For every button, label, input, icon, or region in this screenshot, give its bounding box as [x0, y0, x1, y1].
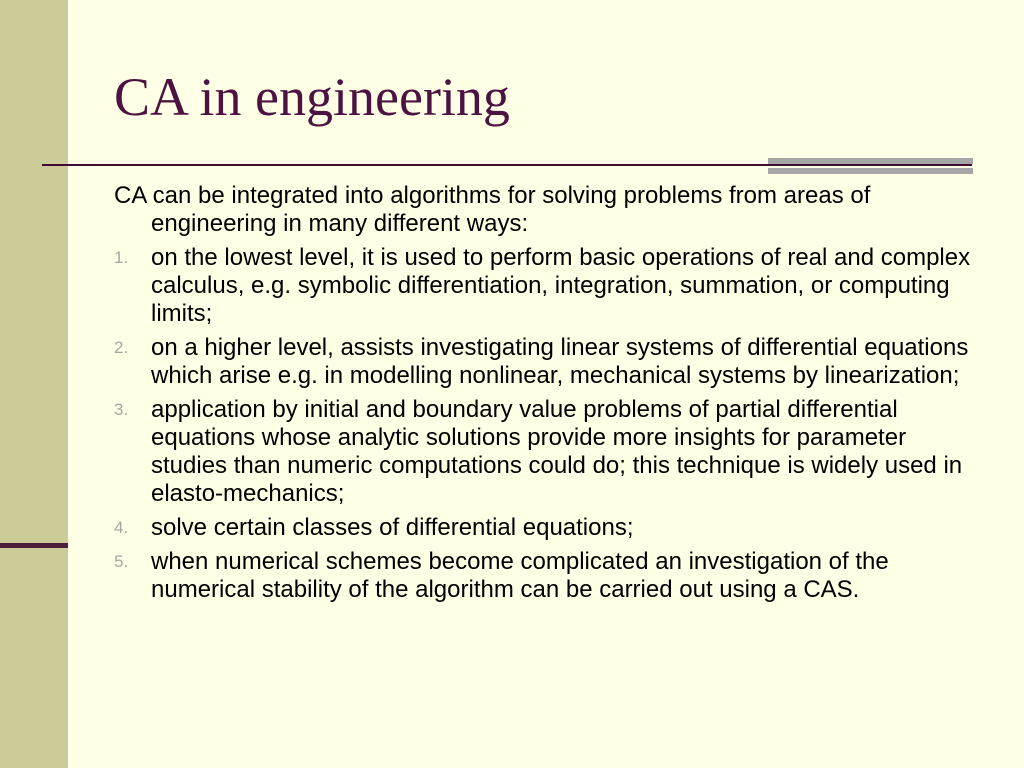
list-item-number: 4. — [114, 518, 129, 537]
title-divider-line — [42, 164, 972, 166]
intro-paragraph: CA can be integrated into algorithms for solving problems from areas of engineering in many different ways: — [114, 182, 871, 237]
list-item — [114, 548, 974, 604]
left-accent-bar — [0, 543, 68, 548]
list-item-number: 1. — [114, 248, 129, 267]
list-item-text: solve certain classes of differential equations; — [151, 514, 634, 541]
slide-title: CA in engineering — [114, 67, 510, 127]
list-item-text: on a higher level, assists investigating linear systems of differential equations which arise e.g. in modelling nonlinear, mechanical systems by linearization; — [151, 334, 969, 389]
list-item — [114, 334, 974, 390]
list-item — [114, 514, 974, 542]
divider-gray-bar-top — [768, 158, 973, 164]
list-item — [114, 396, 974, 508]
list-item-number: 5. — [114, 552, 129, 571]
divider-gray-bar-bottom — [768, 168, 973, 174]
left-decorative-band — [0, 0, 68, 768]
list-item-text: application by initial and boundary value problems of partial differential equations whose analytic solutions provide more insights for parameter studies than numeric computations could do; this technique is widely used in elasto-mechanics; — [151, 396, 963, 507]
list-item-number: 3. — [114, 400, 129, 419]
list-item — [114, 244, 974, 328]
list-item-number: 2. — [114, 338, 129, 357]
slide-body — [114, 182, 974, 610]
list-item-text: when numerical schemes become complicated an investigation of the numerical stability of the algorithm can be carried out using a CAS. — [151, 548, 889, 603]
list-item-text: on the lowest level, it is used to perform basic operations of real and complex calculus, e.g. symbolic differentiation, integration, summation, or computing limits; — [151, 244, 971, 327]
